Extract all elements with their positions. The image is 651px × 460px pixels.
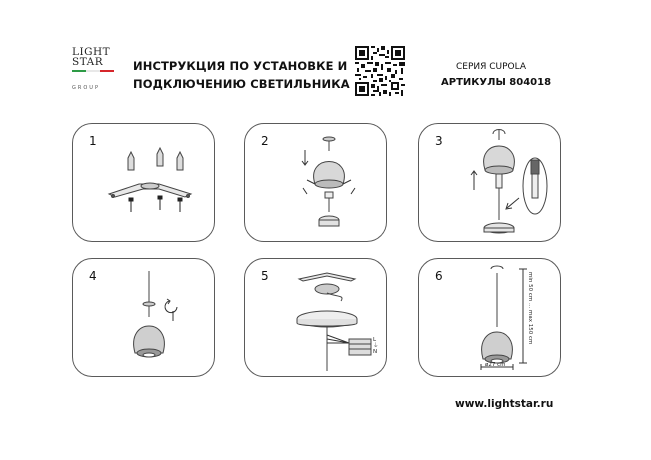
- dimensions-illustration: [419, 259, 562, 378]
- page-title: [133, 57, 350, 93]
- logo-word-group: GROUP: [72, 85, 100, 91]
- logo-word-light: LIGHT: [72, 46, 111, 58]
- brand-logo: [72, 47, 118, 97]
- diameter-label: ø27 cm: [485, 362, 506, 368]
- mounting-bracket-illustration: [73, 124, 216, 243]
- height-range-label: min 50 cm ... max 150 cm: [527, 272, 533, 345]
- title-line-1: ИНСТРУКЦИЯ ПО УСТАНОВКЕ И: [133, 59, 348, 73]
- step-5-number: 5: [261, 269, 269, 283]
- wall-plug-icon: [128, 148, 183, 170]
- logo-word-star: STAR: [72, 56, 104, 68]
- series-label: СЕРИЯ CUPOLA: [456, 62, 527, 72]
- website-link[interactable]: www.lightstar.ru: [455, 398, 554, 410]
- terminal-label-ground: ⏚: [373, 343, 379, 349]
- logo-flag-stripe: [72, 70, 114, 72]
- title-line-2: ПОДКЛЮЧЕНИЮ СВЕТИЛЬНИКА: [133, 77, 350, 91]
- step-3-panel: [418, 123, 561, 242]
- terminal-labels: [373, 337, 379, 355]
- arrow-diagonal-icon: [506, 198, 519, 209]
- bulb-install-illustration: [419, 124, 562, 243]
- step-5-panel: [244, 258, 387, 377]
- terminal-label-n: N: [373, 349, 378, 355]
- step-6-number: 6: [435, 269, 443, 283]
- terminal-block-icon: [349, 339, 371, 355]
- step-1-panel: [72, 123, 215, 242]
- qr-code-icon: [355, 46, 405, 96]
- article-number: АРТИКУЛЫ 804018: [441, 77, 552, 88]
- screw-icon: [129, 196, 182, 212]
- rotate-arrow-icon: [165, 299, 177, 321]
- shade-detach-illustration: [245, 124, 388, 243]
- terminal-label-l: L: [373, 337, 377, 343]
- wiring-illustration: [245, 259, 388, 378]
- step-3-number: 3: [435, 134, 443, 148]
- height-dimension-line: [519, 269, 527, 363]
- step-2-number: 2: [261, 134, 269, 148]
- arrow-up-icon: [471, 171, 477, 190]
- step-6-panel: [418, 258, 561, 377]
- step-1-number: 1: [89, 134, 97, 148]
- arrow-down-icon: [302, 150, 308, 165]
- step-4-panel: [72, 258, 215, 377]
- step-4-number: 4: [89, 269, 97, 283]
- step-2-panel: [244, 123, 387, 242]
- lamp-hanging-illustration: [73, 259, 216, 378]
